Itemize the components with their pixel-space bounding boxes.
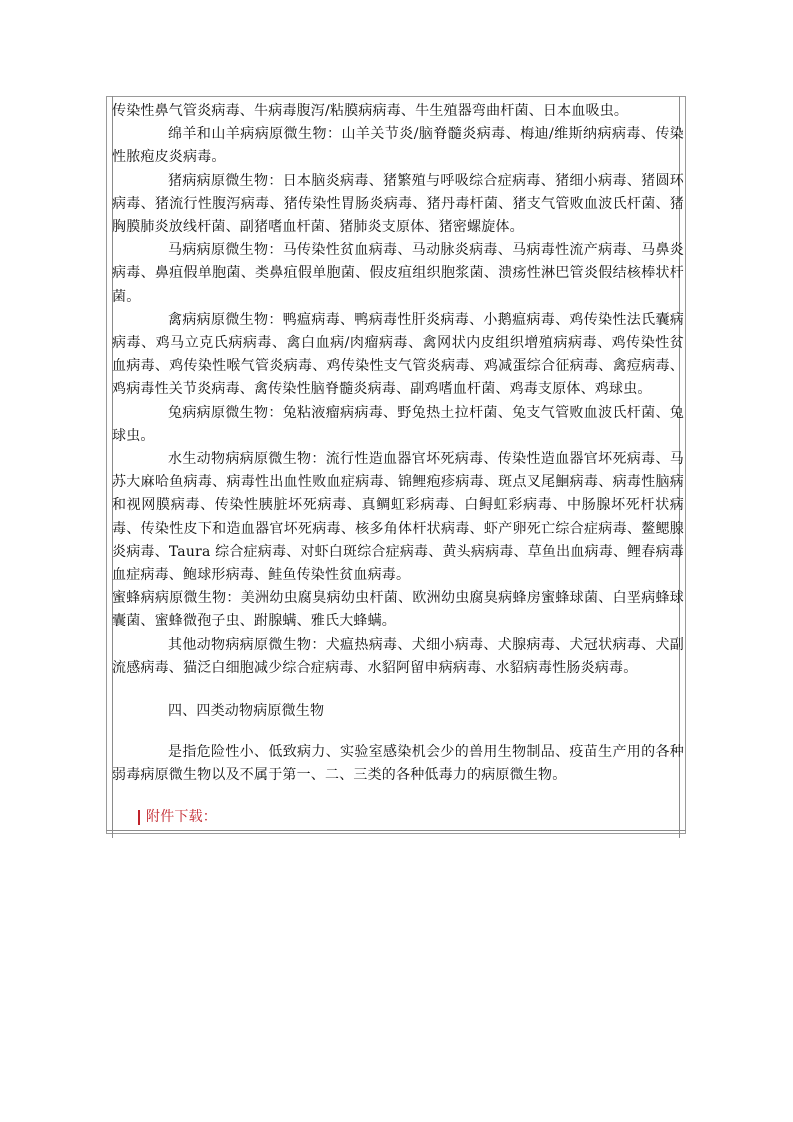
section-body: 是指危险性小、低致病力、实验室感染机会少的兽用生物制品、疫苗生产用的各种弱毒病原微生物以及不属于第一、二、三类的各种低毒力的病原微生物。 — [112, 744, 684, 784]
document-body — [112, 100, 684, 829]
paragraph-other-animals: 其他动物病病原微生物：犬瘟热病毒、犬细小病毒、犬腺病毒、犬冠状病毒、犬副流感病毒、猫泛白细胞减少综合症病毒、水貂阿留申病病毒、水貂病毒性肠炎病毒。 — [112, 636, 684, 676]
frame-bottom-line — [106, 830, 686, 831]
paragraph-aquatic: 水生动物病病原微生物：流行性造血器官坏死病毒、传染性造血器官坏死病毒、马苏大麻哈鱼病毒、病毒性出血性败血症病毒、锦鲤疱疹病毒、斑点叉尾鮰病毒、病毒性脑病和视网膜病毒、传染性胰脏坏死病毒、真鲷虹彩病毒、白鲟虹彩病毒、中肠腺坏死杆状病毒、传染性皮下和造血器官坏死病毒、核多角体杆状病毒、虾产卵死亡综合症病毒、鳌鳃腺炎病毒、Taura 综合症病毒、对虾白斑综合症病毒、黄头病病毒、草鱼出血病毒、鲤春病毒血症病毒、鲍球形病毒、鲑鱼传染性贫血病毒。 — [112, 451, 684, 584]
section-heading: 四、四类动物病原微生物 — [168, 703, 325, 720]
attachment-label: 附件下载： — [146, 808, 217, 825]
paragraph-sheep-goat: 绵羊和山羊病病原微生物：山羊关节炎/脑脊髓炎病毒、梅迪/维斯纳病病毒、传染性脓疱皮炎病毒。 — [112, 126, 684, 166]
attachment-bar-icon — [138, 810, 140, 825]
paragraph-rabbit: 兔病病原微生物：兔粘液瘤病病毒、野兔热土拉杆菌、兔支气管败血波氏杆菌、兔球虫。 — [112, 404, 684, 444]
paragraph-bee: 蜜蜂病病原微生物：美洲幼虫腐臭病幼虫杆菌、欧洲幼虫腐臭病蜂房蜜蜂球菌、白垩病蜂球囊菌、蜜蜂微孢子虫、跗腺螨、雅氏大蜂螨。 — [112, 590, 684, 630]
paragraph-cattle-continued: 传染性鼻气管炎病毒、牛病毒腹泻/粘膜病病毒、牛生殖器弯曲杆菌、日本血吸虫。 — [112, 103, 629, 119]
paragraph-poultry: 禽病病原微生物：鸭瘟病毒、鸭病毒性肝炎病毒、小鹅瘟病毒、鸡传染性法氏囊病病毒、鸡马立克氏病病毒、禽白血病/肉瘤病毒、禽网状内皮组织增殖病病毒、鸡传染性贫血病毒、鸡传染性喉气管炎病毒、鸡传染性支气管炎病毒、鸡减蛋综合征病毒、禽痘病毒、鸡病毒性关节炎病毒、禽传染性脑脊髓炎病毒、副鸡嗜血杆菌、鸡毒支原体、鸡球虫。 — [112, 311, 684, 398]
attachment-download-link[interactable] — [112, 806, 684, 829]
paragraph-swine: 猪病病原微生物：日本脑炎病毒、猪繁殖与呼吸综合症病毒、猪细小病毒、猪圆环病毒、猪流行性腹泻病毒、猪传染性胃肠炎病毒、猪丹毒杆菌、猪支气管败血波氏杆菌、猪胸膜肺炎放线杆菌、副猪嗜血杆菌、猪肺炎支原体、猪密螺旋体。 — [112, 172, 684, 236]
paragraph-horse: 马病病原微生物：马传染性贫血病毒、马动脉炎病毒、马病毒性流产病毒、马鼻炎病毒、鼻疽假单胞菌、类鼻疽假单胞菌、假皮疽组织胞浆菌、溃疡性淋巴管炎假结核棒状杆菌。 — [112, 242, 684, 305]
